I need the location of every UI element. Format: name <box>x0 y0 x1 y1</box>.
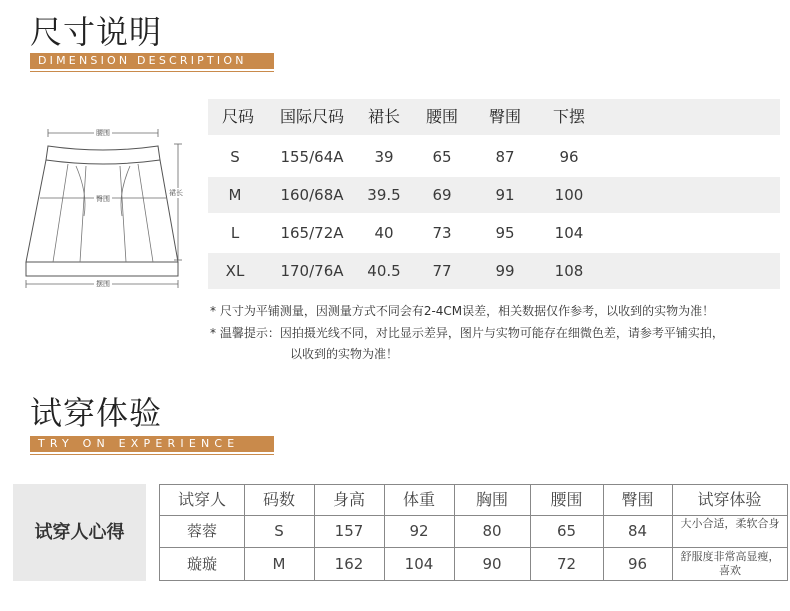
table-cell: 160/68A <box>280 186 344 204</box>
table-cell: 73 <box>432 224 452 242</box>
table-cell: 39 <box>374 148 394 166</box>
tryon-header-cell: 胸围 <box>475 490 508 509</box>
skirt-illustration <box>18 124 188 294</box>
note-color: * 温馨提示：因拍摄光线不同，对比显示差异，图片与实物可能存在细微色差，请参考平铺实拍， <box>210 326 724 340</box>
tryon-cell: 80 <box>482 522 502 540</box>
tryon-cell: 72 <box>556 555 577 573</box>
size-table-header <box>208 99 780 135</box>
table-cell: L <box>230 224 240 242</box>
length-label: 裙长 <box>169 189 183 197</box>
table-cell: 165/72A <box>280 224 344 242</box>
table-row <box>208 253 780 289</box>
table-cell: 39.5 <box>367 186 401 204</box>
section-title-dimension: 尺寸说明 <box>30 13 163 51</box>
tryon-cell: 162 <box>334 555 364 573</box>
tryon-header-cell: 腰围 <box>550 490 583 509</box>
table-cell: 99 <box>495 262 515 280</box>
table-cell: 104 <box>554 224 584 242</box>
table-cell: 87 <box>495 148 515 166</box>
tryon-cell: 96 <box>627 555 648 573</box>
tryon-cell: 92 <box>409 522 429 540</box>
tryon-cell: 90 <box>482 555 502 573</box>
table-cell: 40 <box>374 224 394 242</box>
tryon-experience-cell: 大小合适，柔软合身 <box>680 517 780 530</box>
table-cell: 40.5 <box>367 262 401 280</box>
table-cell: S <box>230 148 240 166</box>
note-measurement: * 尺寸为平铺测量，因测量方式不同会有2-4CM误差，相关数据仅作参考，以收到的实物为准！ <box>210 304 715 318</box>
tryon-grid <box>159 484 788 581</box>
header-cell: 腰围 <box>425 107 458 126</box>
header-cell: 下摆 <box>552 107 585 126</box>
table-cell: XL <box>225 262 245 280</box>
header-cell: 国际尺码 <box>279 107 344 126</box>
section-subtitle-tryon: TRY ON EXPERIENCE <box>30 436 274 452</box>
tryon-cell: M <box>272 555 286 573</box>
header-cell: 裙长 <box>367 107 400 126</box>
tryon-header-cell: 码数 <box>262 490 295 509</box>
waist-label: 腰围 <box>96 129 110 137</box>
table-cell: 91 <box>495 186 515 204</box>
table-cell: 65 <box>432 148 452 166</box>
table-cell: 170/76A <box>280 262 344 280</box>
table-cell: M <box>228 186 242 204</box>
tryon-cell: 84 <box>627 522 648 540</box>
table-cell: 155/64A <box>280 148 344 166</box>
table-cell: 96 <box>559 148 579 166</box>
note-color-continued: 以收到的实物为准！ <box>290 347 399 361</box>
tryon-header-cell: 臀围 <box>621 490 654 509</box>
table-row <box>208 139 780 175</box>
header-cell: 尺码 <box>221 107 254 126</box>
tryon-cell: 65 <box>556 522 577 540</box>
tryon-cell: 蓉蓉 <box>186 522 217 540</box>
section-underline <box>30 454 274 455</box>
header-cell: 臀围 <box>488 107 521 126</box>
tryon-header-cell: 试穿体验 <box>697 490 762 509</box>
tryon-cell: S <box>274 522 284 540</box>
tryon-header-cell: 体重 <box>402 490 435 509</box>
table-cell: 100 <box>554 186 584 204</box>
table-row <box>208 215 780 251</box>
tryon-cell: 157 <box>334 522 364 540</box>
table-row <box>208 177 780 213</box>
table-cell: 95 <box>495 224 515 242</box>
table-cell: 77 <box>432 262 452 280</box>
section-underline <box>30 71 274 72</box>
hip-label: 臀围 <box>96 195 110 203</box>
tryon-experience-cell: 舒服度非常高显瘦，喜欢 <box>680 550 780 577</box>
table-cell: 69 <box>432 186 452 204</box>
section-title-tryon: 试穿体验 <box>30 394 163 432</box>
hem-label: 摆围 <box>96 280 110 288</box>
tryon-cell: 104 <box>404 555 434 573</box>
tryon-cell: 璇璇 <box>186 555 217 573</box>
table-cell: 108 <box>554 262 584 280</box>
section-subtitle-dimension: DIMENSION DESCRIPTION <box>30 53 274 69</box>
tryon-header-cell: 身高 <box>332 490 365 509</box>
tryon-header-cell: 试穿人 <box>177 490 226 509</box>
skirt-diagram <box>18 124 188 294</box>
tryon-side-label: 试穿人心得 <box>13 484 146 581</box>
